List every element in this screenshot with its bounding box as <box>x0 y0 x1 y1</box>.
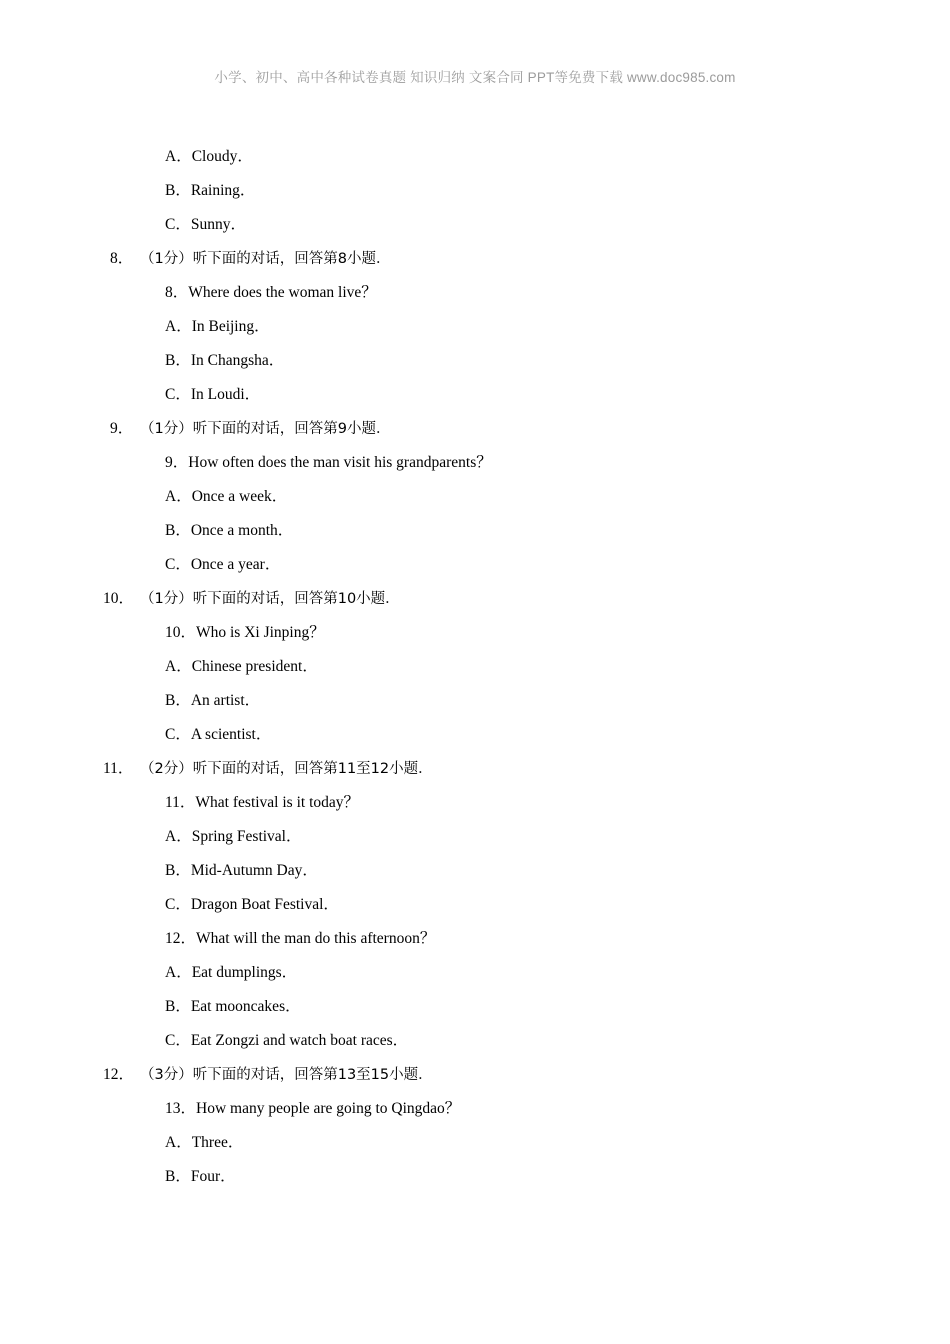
sub-question: 9．How often does the man visit his grandparents？ <box>165 454 492 471</box>
option-item: A．Three． <box>165 1134 244 1151</box>
question-stem-text: （3分）听下面的对话，回答第13至15小题． <box>140 1067 433 1083</box>
option-item: C．Sunny． <box>165 216 246 233</box>
sub-question: 10．Who is Xi Jinping？ <box>165 624 325 641</box>
option-item: A．Spring Festival． <box>165 828 302 845</box>
question-block <box>0 412 950 582</box>
question-stem <box>0 582 950 616</box>
option-item: B．Eat mooncakes． <box>165 998 301 1015</box>
question-stem <box>0 412 950 446</box>
option-item: B．Once a month． <box>165 522 294 539</box>
question-stem <box>0 752 950 786</box>
option-item: C．Dragon Boat Festival． <box>165 896 339 913</box>
option-item: A．Once a week． <box>165 488 288 505</box>
option-item: A．Eat dumplings． <box>165 964 298 981</box>
option-item: A．Cloudy． <box>165 148 253 165</box>
option-item: A．In Beijing． <box>165 318 270 335</box>
option-item: B．Mid‑Autumn Day． <box>165 862 318 879</box>
option-item: B．Four． <box>165 1168 236 1185</box>
option-item: B．An artist． <box>165 692 261 709</box>
exam-content <box>0 140 950 1194</box>
question-stem-text: （2分）听下面的对话，回答第11至12小题． <box>140 761 433 777</box>
question-block <box>0 582 950 752</box>
question-number: 8． <box>110 250 134 267</box>
option-item: C．In Loudi． <box>165 386 261 403</box>
question-block <box>0 242 950 412</box>
sub-question: 11．What festival is it today？ <box>165 794 359 811</box>
question-stem-text: （1分）听下面的对话，回答第9小题． <box>140 421 391 437</box>
question-stem <box>0 242 950 276</box>
option-item: B．In Changsha． <box>165 352 285 369</box>
option-item: B．Raining． <box>165 182 256 199</box>
question-number: 11． <box>103 760 134 777</box>
option-item: C．A scientist． <box>165 726 272 743</box>
question-number: 12． <box>103 1066 135 1083</box>
question-stem <box>0 1058 950 1092</box>
watermark-text: 小学、初中、高中各种试卷真题 知识归纳 文案合同 PPT等免费下载 www.doc985.com <box>214 70 736 85</box>
question-stem-text: （1分）听下面的对话，回答第10小题． <box>140 591 400 607</box>
option-item: C．Eat Zongzi and watch boat races． <box>165 1032 409 1049</box>
option-item: A．Chinese president． <box>165 658 318 675</box>
sub-question: 13．How many people are going to Qingdao？ <box>165 1100 461 1117</box>
question-number: 9． <box>110 420 134 437</box>
sub-question: 8．Where does the woman live？ <box>165 284 377 301</box>
question-number: 10． <box>103 590 135 607</box>
option-item: C．Once a year． <box>165 556 281 573</box>
question-block <box>0 752 950 1058</box>
question-block <box>0 1058 950 1194</box>
sub-question: 12．What will the man do this afternoon？ <box>165 930 436 947</box>
question-stem-text: （1分）听下面的对话，回答第8小题． <box>140 251 391 267</box>
